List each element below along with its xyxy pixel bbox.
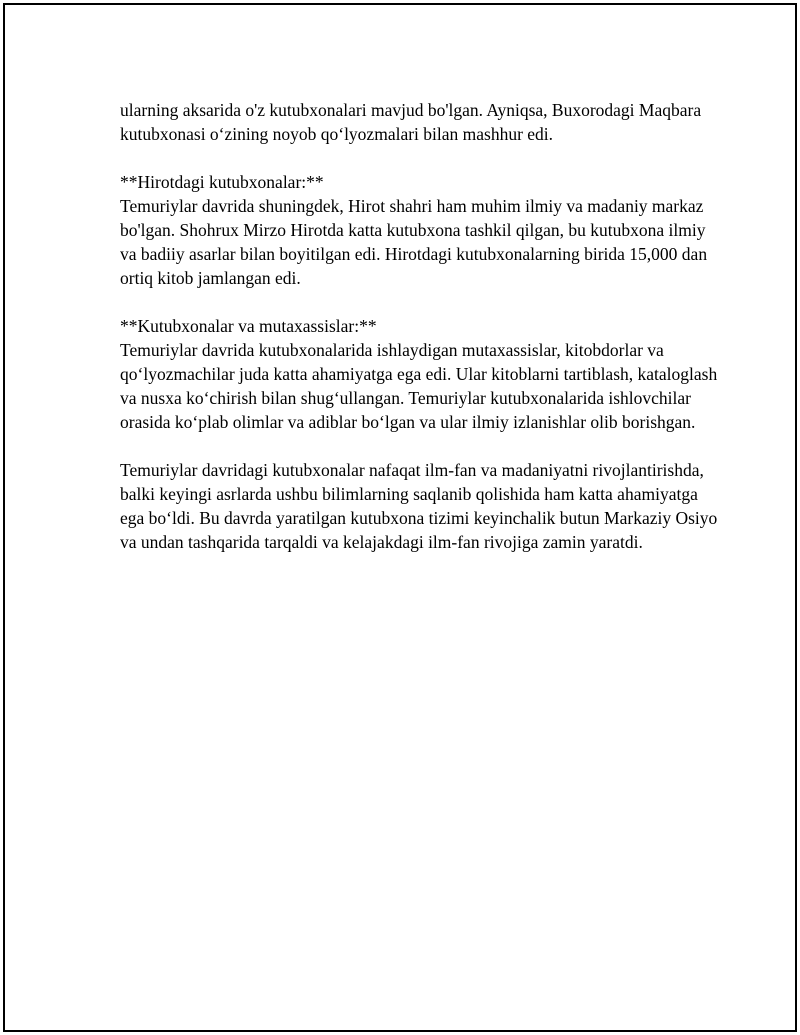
section-body: Temuriylar davrida shuningdek, Hirot shahri ham muhim ilmiy va madaniy markaz bo'lgan. Shohrux Mirzo Hirotda katta kutubxona tashkil qilgan, bu kutubxona ilmiy va badiiy asarlar bilan boyitilgan edi. Hirotdagi kutubxonalarning birida 15,000 dan ortiq kitob jamlangan edi. bbox=[120, 196, 708, 288]
document-text-body bbox=[120, 98, 720, 554]
closing-paragraph: Temuriylar davridagi kutubxonalar nafaqat ilm-fan va madaniyatni rivojlantirishda, balki keyingi asrlarda ushbu bilimlarning saqlanib qolishida ham katta ahamiyatga ega bo‘ldi. Bu davrda yaratilgan kutubxona tizimi keyinchalik butun Markaziy Osiyo va undan tashqarida tarqaldi va kelajakdagi ilm-fan rivojiga zamin yaratdi. bbox=[120, 460, 718, 552]
section-hirot bbox=[120, 170, 720, 290]
intro-paragraph: ularning aksarida o'z kutubxonalari mavjud bo'lgan. Ayniqsa, Buxorodagi Maqbara kutubxonasi o‘zining noyob qo‘lyozmalari bilan mashhur edi. bbox=[120, 100, 702, 144]
document-page bbox=[3, 3, 797, 1032]
section-specialists bbox=[120, 314, 720, 434]
section-body: Temuriylar davrida kutubxonalarida ishlaydigan mutaxassislar, kitobdorlar va qo‘lyozmachilar juda katta ahamiyatga ega edi. Ular kitoblarni tartiblash, kataloglash va nusxa ko‘chirish bilan shug‘ullangan. Temuriylar kutubxonalarida ishlovchilar orasida ko‘plab olimlar va adiblar bo‘lgan va ular ilmiy izlanishlar olib borishgan. bbox=[120, 340, 718, 432]
section-heading: **Kutubxonalar va mutaxassislar:** bbox=[120, 316, 377, 336]
section-heading: **Hirotdagi kutubxonalar:** bbox=[120, 172, 324, 192]
